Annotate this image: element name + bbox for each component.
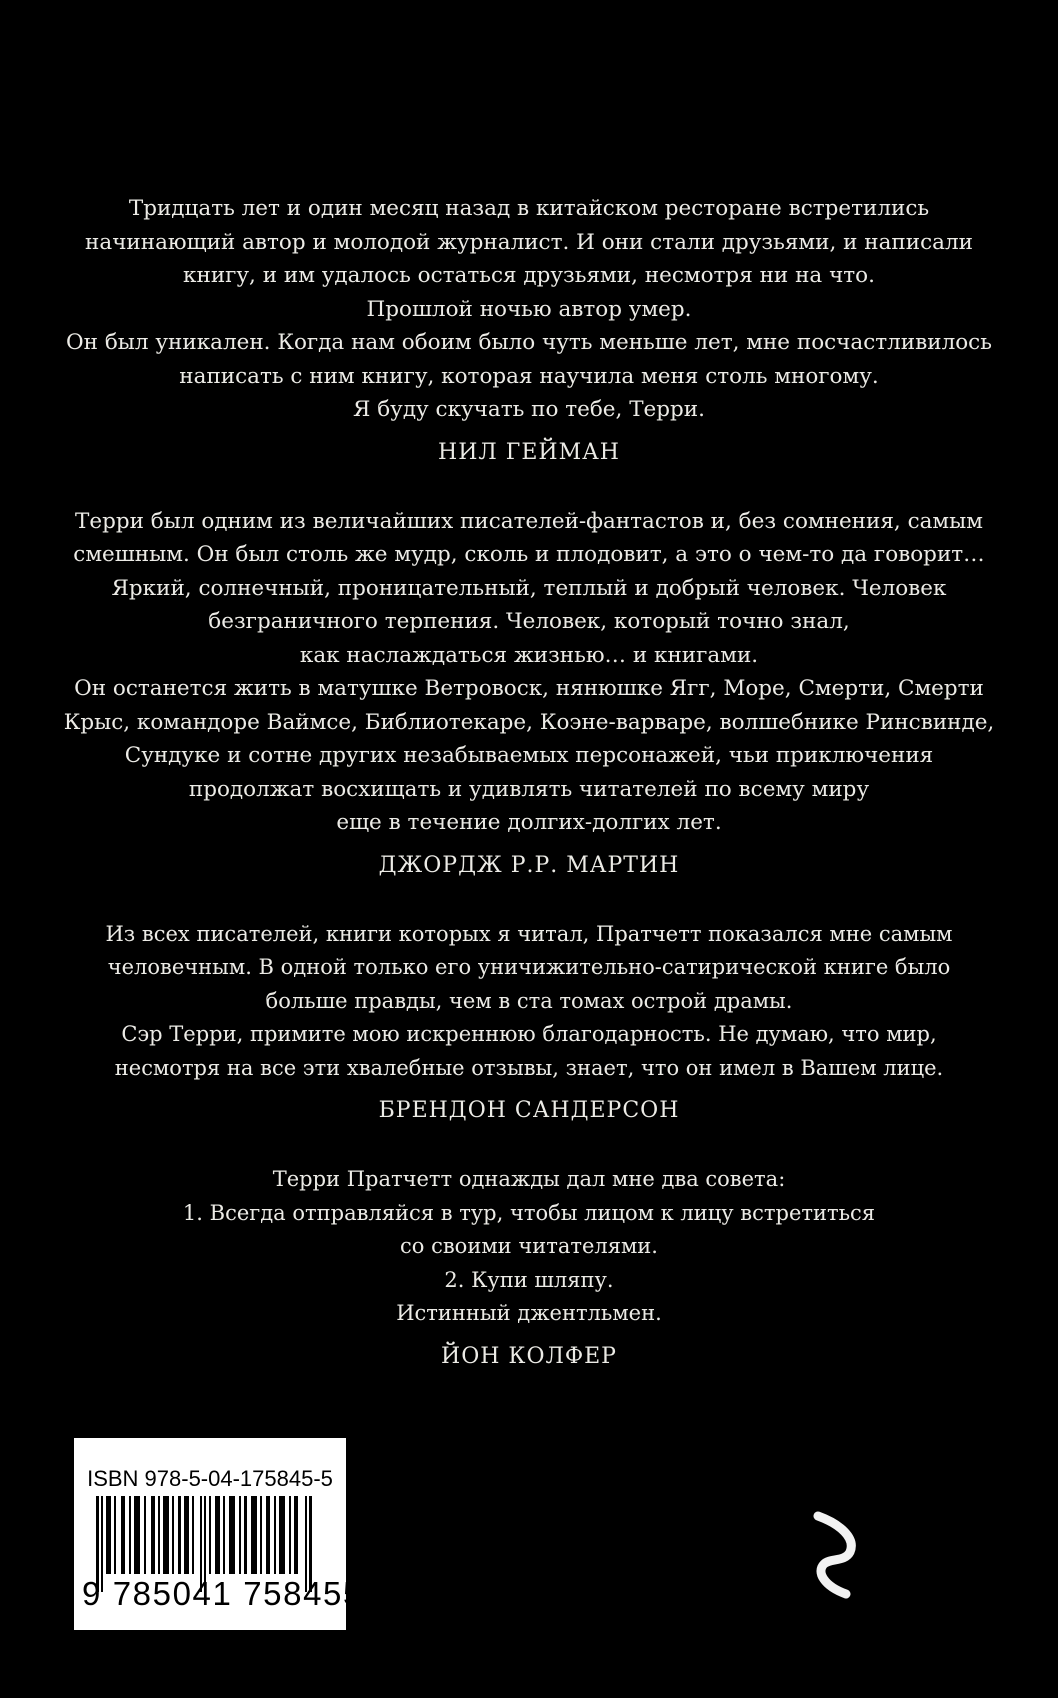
- blurb-line: книгу, и им удалось остаться друзьями, несмотря ни на что.: [183, 263, 875, 288]
- blurb-line: Истинный джентльмен.: [396, 1301, 662, 1325]
- blurb-author: ДЖОРДЖ Р.Р. МАРТИН: [378, 852, 680, 878]
- blurb-neil-gaiman: [49, 192, 1009, 469]
- blurb-line: Сундуке и сотне других незабываемых персонажей, чьи приключения: [124, 743, 934, 768]
- blurb-line: Терри был одним из величайших писателей-фантастов и, без сомнения, самым: [75, 508, 983, 534]
- blurb-line: безграничного терпения. Человек, который точно знал,: [208, 609, 850, 634]
- blurb-line: человечным. В одной только его уничижительно-сатирической книге было: [107, 955, 951, 979]
- blurb-line: Прошлой ночью автор умер.: [366, 296, 692, 322]
- blurb-line: Яркий, солнечный, проницательный, теплый и добрый человек. Человек: [111, 575, 947, 601]
- blurb-line: Терри Пратчетт однажды дал мне два совета:: [272, 1167, 786, 1191]
- isbn-barcode: [74, 1438, 395, 1630]
- blurb-line: Я буду скучать по тебе, Терри.: [353, 397, 705, 422]
- blurb-line: Тридцать лет и один месяц назад в китайском ресторане встретились: [128, 196, 930, 221]
- blurb-author: БРЕНДОН САНДЕРСОН: [378, 1098, 680, 1123]
- blurb-author: НИЛ ГЕЙМАН: [438, 439, 620, 465]
- blurb-line: Из всех писателей, книги которых я читал, Пратчетт показался мне самым: [105, 921, 953, 946]
- blurb-brandon-sanderson: [49, 918, 1009, 1128]
- blurb-line: начинающий автор и молодой журналист. И они стали друзьями, и написали: [85, 229, 973, 255]
- blurb-line: Он был уникален. Когда нам обоим было чуть меньше лет, мне посчастливилось: [66, 330, 992, 355]
- blurb-author: ЙОН КОЛФЕР: [441, 1343, 617, 1369]
- blurb-eoin-colfer: [49, 1163, 1009, 1373]
- blurb-line: со своими читателями.: [400, 1234, 658, 1258]
- blurb-line: Крыс, командоре Ваймсе, Библиотекаре, Коэне-варваре, волшебнике Ринсвинде,: [63, 709, 995, 735]
- ean-digits: 9 785041 758455 >: [82, 1575, 395, 1612]
- blurb-line: несмотря на все эти хвалебные отзывы, знает, что он имел в Вашем лице.: [114, 1055, 944, 1080]
- blurb-line: Он останется жить в матушке Ветровоск, нянюшке Ягг, Море, Смерти, Смерти: [74, 676, 984, 701]
- blurb-line: написать с ним книгу, которая научила меня столь многому.: [179, 363, 879, 389]
- blurb-line: смешным. Он был столь же мудр, сколь и плодовит, а это о чем-то да говорит…: [73, 542, 985, 567]
- blurbs-section: [0, 192, 1058, 1409]
- isbn-label: ISBN 978-5-04-175845-5: [87, 1466, 333, 1491]
- blurb-line: 2. Купи шляпу.: [444, 1267, 614, 1292]
- eksmo-logo-icon: [810, 1510, 860, 1600]
- blurb-line: Сэр Терри, примите мою искреннюю благодарность. Не думаю, что мир,: [121, 1022, 937, 1046]
- blurb-george-martin: [49, 505, 1009, 882]
- blurb-line: как наслаждаться жизнью… и книгами.: [299, 642, 759, 668]
- blurb-line: 1. Всегда отправляйся в тур, чтобы лицом к лицу встретиться: [182, 1200, 876, 1225]
- blurb-line: продолжат восхищать и удивлять читателей по всему миру: [188, 776, 870, 802]
- blurb-line: больше правды, чем в ста томах острой драмы.: [265, 988, 793, 1013]
- blurb-line: еще в течение долгих-долгих лет.: [336, 810, 722, 835]
